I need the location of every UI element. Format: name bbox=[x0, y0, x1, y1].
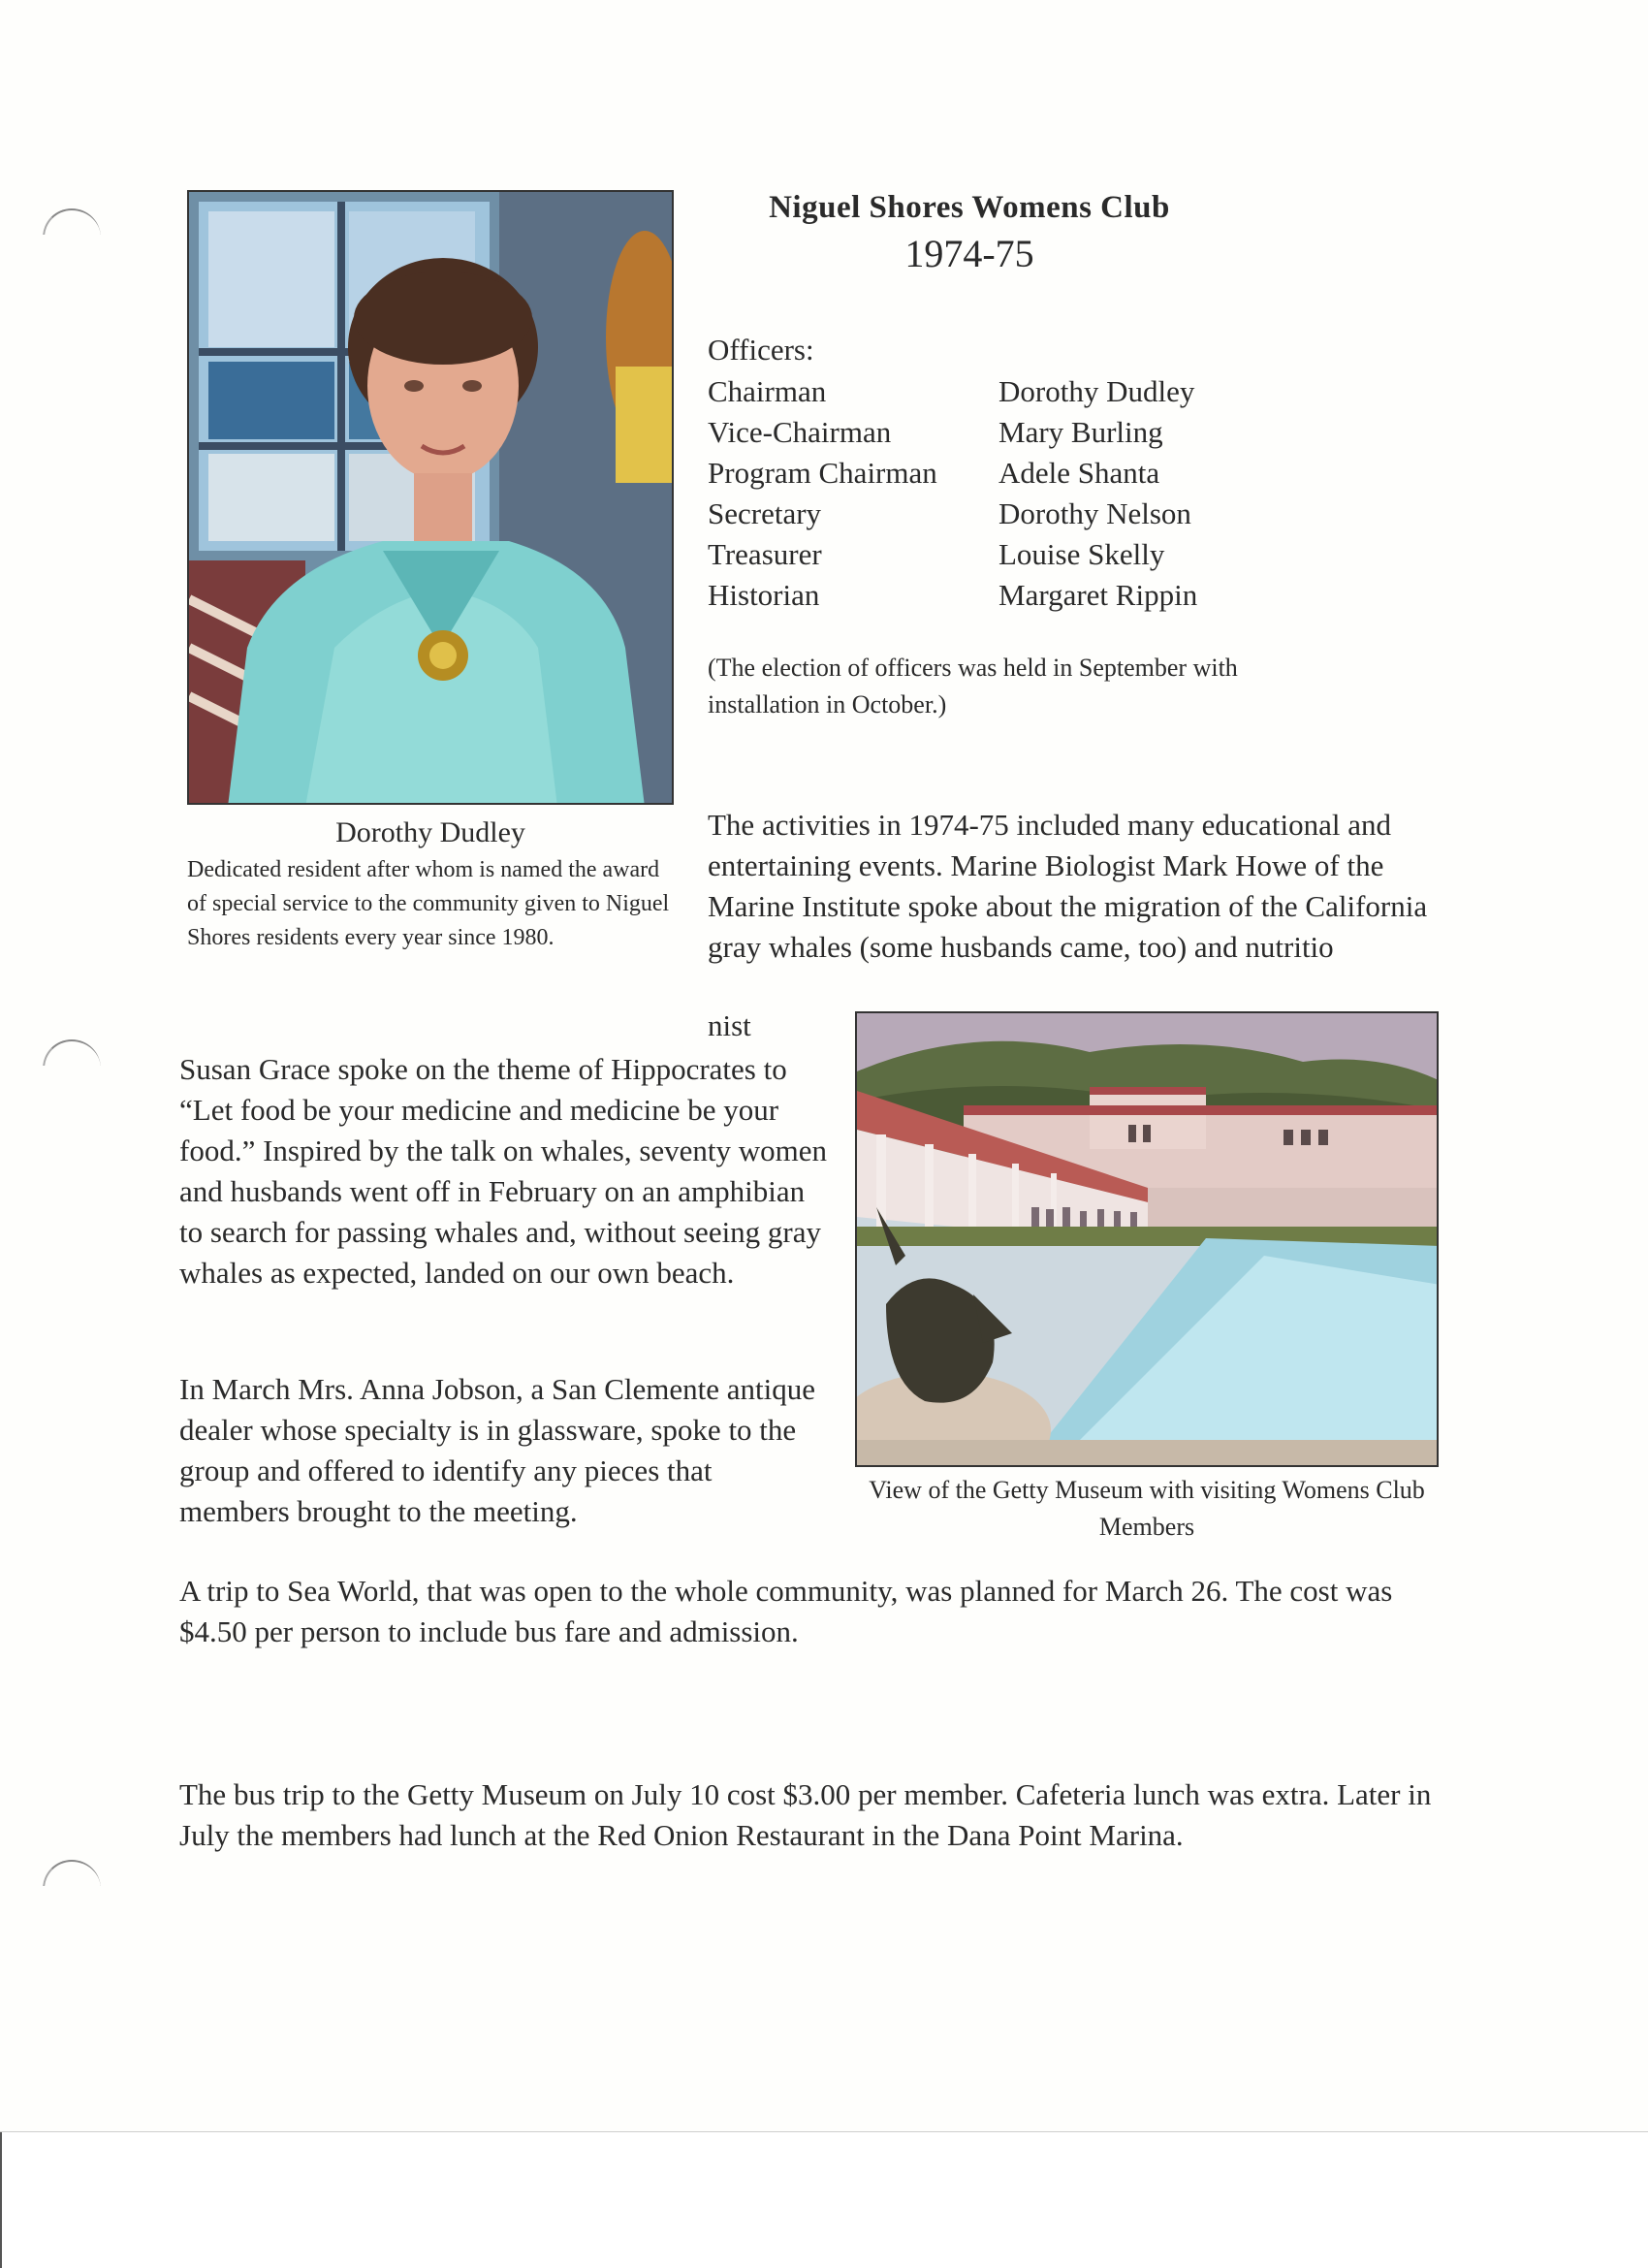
portrait-photo bbox=[187, 190, 674, 805]
paragraph-anna-jobson: In March Mrs. Anna Jobson, a San Clemente antique dealer whose specialty is in glassware, spoke to the group and offered to identify any pieces that members brought to the meeting. bbox=[179, 1372, 816, 1528]
officer-name: Adele Shanta bbox=[998, 456, 1160, 490]
punch-hole-top bbox=[43, 208, 101, 267]
activities-paragraph-tail: nist bbox=[708, 1008, 751, 1042]
officer-name: Mary Burling bbox=[998, 415, 1163, 449]
officers-heading: Officers: bbox=[708, 333, 814, 367]
getty-museum-photo bbox=[855, 1011, 1439, 1467]
scanner-bottom-strip bbox=[0, 2131, 1648, 2268]
getty-photo-caption: View of the Getty Museum with visiting Womens Club Members bbox=[869, 1476, 1425, 1541]
paragraph-getty-trip: The bus trip to the Getty Museum on July 10 cost $3.00 per member. Cafeteria lunch was extra. Later in July the members had lunch at the Red Onion Restaurant in the Dana Point Marina. bbox=[179, 1777, 1432, 1852]
officer-role: Program Chairman bbox=[708, 456, 937, 490]
paragraph-hippocrates: Susan Grace spoke on the theme of Hippocrates to “Let food be your medicine and medicine be your food.” Inspired by the talk on whales, seventy women and husbands went off in February on an amphibian to search for passing whales and, without seeing gray whales as expected, landed on our own beach. bbox=[179, 1052, 828, 1290]
officer-name: Dorothy Nelson bbox=[998, 496, 1191, 530]
officer-role: Treasurer bbox=[708, 537, 822, 571]
officer-name: Margaret Rippin bbox=[998, 578, 1198, 612]
officer-name: Dorothy Dudley bbox=[998, 374, 1195, 408]
officer-role: Chairman bbox=[708, 374, 827, 408]
punch-hole-bottom bbox=[43, 1860, 101, 1918]
officer-role: Historian bbox=[708, 578, 820, 612]
scanner-edge bbox=[0, 2132, 1648, 2268]
club-year: 1974-75 bbox=[904, 232, 1034, 275]
portrait-caption-name: Dorothy Dudley bbox=[335, 816, 525, 848]
club-title: Niguel Shores Womens Club bbox=[769, 190, 1170, 225]
activities-paragraph: The activities in 1974-75 included many educational and entertaining events. Marine Biologist Mark Howe of the Marine Institute spoke about the migration of the California gray whales (some husbands came, too) and nutritio bbox=[708, 808, 1428, 964]
paragraph-sea-world: A trip to Sea World, that was open to the whole community, was planned for March 26. The cost was $4.50 per person to include bus fare and admission. bbox=[179, 1574, 1393, 1648]
officer-role: Vice-Chairman bbox=[708, 415, 892, 449]
election-note: (The election of officers was held in September with installation in October.) bbox=[708, 654, 1238, 719]
portrait-caption-text: Dedicated resident after whom is named the award of special service to the community given to Niguel Shores residents every year since 1980. bbox=[187, 857, 670, 950]
punch-hole-middle bbox=[43, 1039, 101, 1098]
officer-name: Louise Skelly bbox=[998, 537, 1165, 571]
officer-role: Secretary bbox=[708, 496, 822, 530]
